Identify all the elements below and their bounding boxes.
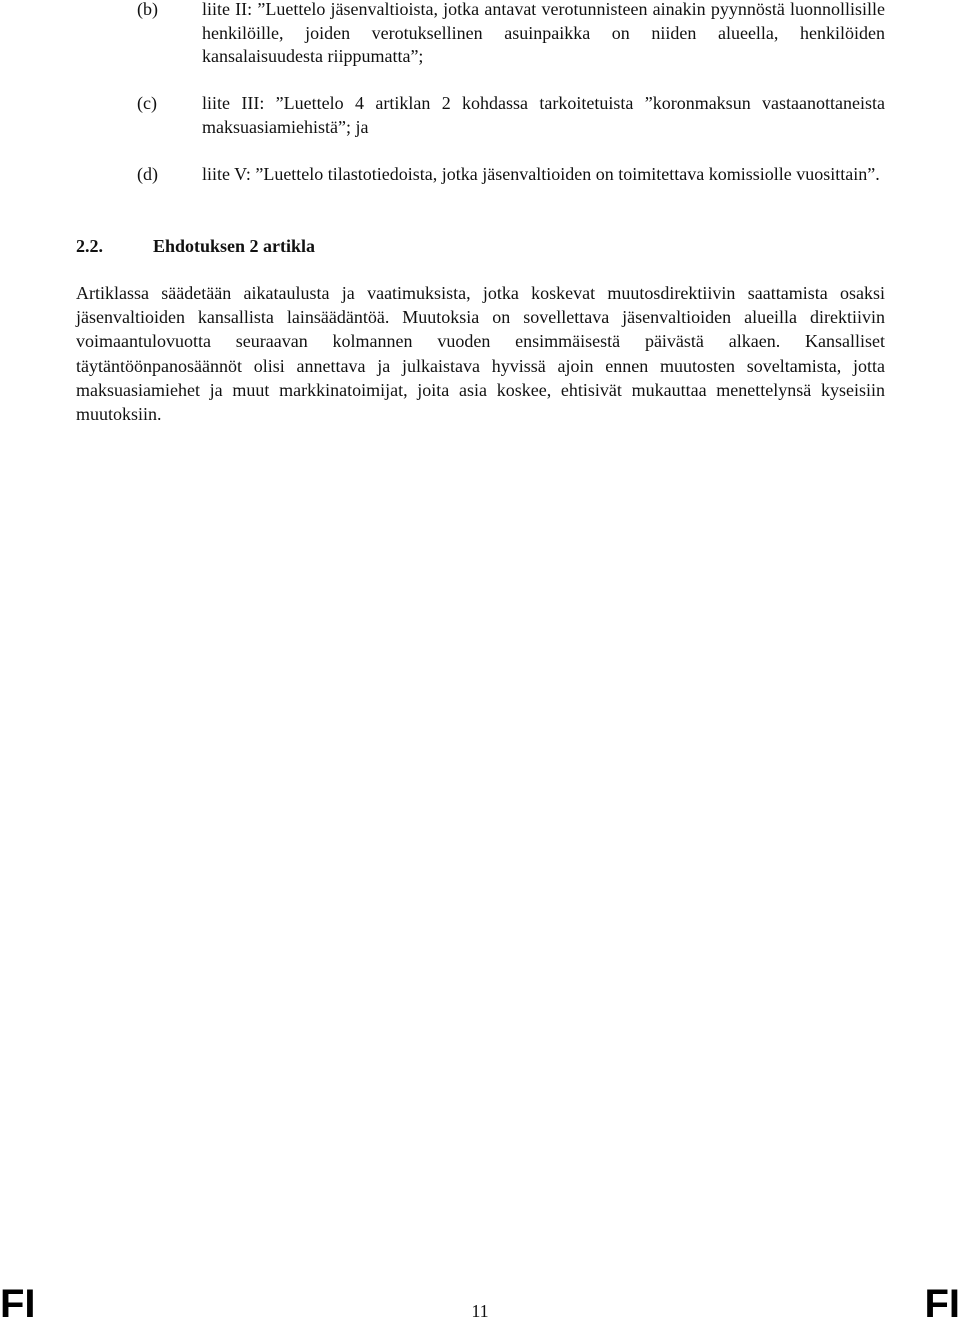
list-item-label: (b): [137, 0, 158, 19]
section-heading: [76, 234, 315, 258]
page-number: 11: [471, 1301, 489, 1321]
list-item-text: liite V: ”Luettelo tilastotiedoista, jotka jäsenvaltioiden on toimitettava komissiolle vuosittain”.: [202, 164, 880, 184]
section-title: Ehdotuksen 2 artikla: [153, 236, 316, 256]
list-item-label: (c): [137, 93, 157, 113]
body-paragraph: Artiklassa säädetään aikataulusta ja vaatimuksista, jotka koskevat muutosdirektiivin saattamista osaksi jäsenvaltioiden kansallista lainsäädäntöä. Muutoksia on sovellettava jäsenvaltioiden alueilla direktiivin voimaantulovuotta seuraavan kolmannen vuoden ensimmäisestä päivästä alkaen. Kansalliset täytäntöönpanosäännöt olisi annettava ja julkaistava hyvissä ajoin ennen muutosten soveltamista, jotta maksuasiamiehet ja muut markkinatoimijat, joita asia koskee, ehtisivät mukauttaa menettelynsä kyseisiin muutoksiin.: [76, 283, 885, 425]
list-item-text: liite III: ”Luettelo 4 artiklan 2 kohdassa tarkoitetuista ”koronmaksun vastaanottaneista maksuasiamiehistä”; ja: [202, 93, 885, 137]
list-item-label: (d): [137, 164, 158, 184]
section-number: 2.2.: [76, 236, 103, 256]
footer-language-right: FI: [924, 1282, 960, 1326]
footer-language-left: FI: [0, 1282, 36, 1326]
list-item-text: liite II: ”Luettelo jäsenvaltioista, jotka antavat verotunnisteen ainakin pyynnöstä luonnollisille henkilöille, joiden verotuksellinen asuinpaikka on niiden alueella, henkilöiden kansalaisuudesta riippumatta”;: [202, 0, 885, 66]
